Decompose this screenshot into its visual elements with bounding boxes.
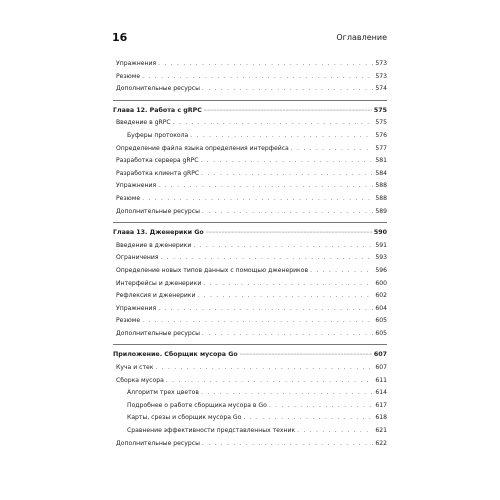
toc-entry-title: Упражнения [116, 304, 157, 312]
toc-entry-page: 600 [375, 279, 387, 287]
toc-entry[interactable] [113, 252, 387, 265]
toc-entry[interactable] [113, 278, 387, 291]
separator [113, 100, 387, 101]
toc-entry-page: 607 [375, 364, 387, 372]
leader-dots [190, 130, 373, 143]
leader-dots [158, 180, 373, 193]
toc-entry-title: Разработка сервера gRPC [116, 157, 199, 165]
toc-entry-title: Резюме [116, 194, 141, 202]
toc-entry[interactable] [113, 71, 387, 84]
leader-dots [310, 265, 373, 278]
toc-entry-title: Дополнительные ресурсы [116, 329, 200, 337]
leader-dots [201, 155, 374, 168]
toc-entry[interactable] [113, 155, 387, 168]
toc-entry[interactable] [113, 290, 387, 303]
toc-entry-page: 611 [375, 376, 387, 384]
toc-chapter-title: Глава 13. Дженерики Go [113, 229, 204, 237]
toc-entry-page: 573 [375, 60, 387, 67]
toc-entry[interactable] [113, 425, 387, 438]
toc-entry[interactable] [113, 375, 387, 388]
leader-dots [291, 143, 374, 156]
toc-entry[interactable] [113, 315, 387, 328]
leader-dots [166, 375, 374, 388]
toc-entry[interactable] [113, 193, 387, 206]
toc-entry-title: Куча и стек [116, 364, 154, 372]
toc-entry-title: Дополнительные ресурсы [116, 207, 200, 215]
toc-entry-page: 574 [375, 85, 387, 93]
leader-dots [201, 168, 373, 181]
toc-group-3 [113, 240, 387, 341]
running-head: Оглавление [336, 33, 387, 42]
toc-entry[interactable] [113, 362, 387, 375]
toc-chapter-page: 590 [373, 229, 387, 237]
toc-chapter-title: Глава 12. Работа с gRPC [113, 106, 202, 114]
toc-entry-title: Подробнее о работе сборщика мусора в Go [127, 401, 267, 409]
toc-entry-page: 591 [375, 241, 387, 249]
toc-entry-title: Карты, срезы и сборщик мусора Go [127, 414, 242, 422]
leader-dots [202, 328, 373, 341]
leader-dots [142, 71, 373, 84]
toc-entry-title: Определение новых типов данных с помощью дженериков [116, 266, 309, 274]
separator [113, 222, 387, 223]
toc-entry[interactable] [113, 412, 387, 425]
leader-dots [203, 278, 373, 291]
toc-entry-page: 605 [375, 329, 387, 337]
toc-entry[interactable] [113, 168, 387, 181]
leader-dots [297, 425, 373, 438]
toc-entry-title: Сборка мусора [116, 376, 164, 384]
toc-entry-page: 575 [375, 119, 387, 127]
leader-dots [197, 290, 373, 303]
toc-entry-title: Определение файла языка определения интерфейса [116, 144, 289, 152]
leader-dots [158, 58, 373, 71]
toc-entry[interactable] [113, 206, 387, 219]
toc-entry[interactable] [113, 83, 387, 96]
toc-entry-page: 589 [375, 207, 387, 215]
toc-entry-page: 617 [375, 401, 387, 409]
toc-entry-page: 618 [375, 414, 387, 422]
toc-entry-page: 602 [375, 292, 387, 300]
toc-entry-page: 604 [375, 304, 387, 312]
toc-entry-title: Резюме [116, 72, 141, 80]
leader-dots [269, 400, 374, 413]
toc-chapter-12[interactable] [113, 105, 387, 118]
toc-entry-title: Рефлексия и дженерики [116, 292, 196, 300]
toc-entry-title: Упражнения [116, 182, 157, 190]
toc-entry-page: 581 [375, 157, 387, 165]
toc-entry-title: Сравнение эффективности представленных техник [127, 427, 296, 435]
toc-entry-page: 588 [375, 182, 387, 190]
toc-entry-page: 614 [375, 389, 387, 397]
toc-entry[interactable] [113, 265, 387, 278]
toc-entry-page: 573 [375, 72, 387, 80]
toc-entry-page: 593 [375, 254, 387, 262]
leader-line [206, 227, 372, 240]
toc-entry-title: Дополнительные ресурсы [116, 85, 200, 93]
toc-entry[interactable] [113, 438, 387, 451]
leader-dots [161, 252, 374, 265]
toc-entry[interactable] [113, 180, 387, 193]
leader-line [204, 105, 372, 118]
leader-dots [243, 412, 373, 425]
toc-chapter-title: Приложение. Сборщик мусора Go [113, 351, 238, 359]
toc-entry-page: 605 [375, 317, 387, 325]
toc-chapter-page: 607 [373, 351, 387, 359]
leader-dots [155, 362, 373, 375]
toc-entry-page: 577 [375, 144, 387, 152]
toc-entry-page: 596 [375, 266, 387, 274]
leader-dots [193, 240, 373, 253]
separator [113, 344, 387, 345]
leader-line [240, 349, 372, 362]
leader-dots [202, 206, 373, 219]
toc-entry-title: Ограничения [116, 254, 159, 262]
page-number: 16 [112, 31, 128, 44]
toc-entry-title: Разработка клиента gRPC [116, 169, 200, 177]
toc-entry[interactable] [113, 143, 387, 156]
toc-entry[interactable] [113, 400, 387, 413]
toc-group-1 [113, 58, 387, 96]
toc-entry-title: Введение в дженерики [116, 241, 192, 249]
toc-entry-title: Резюме [116, 317, 141, 325]
leader-dots [142, 193, 373, 206]
table-of-contents [113, 58, 387, 450]
toc-entry-title: Алгоритм трех цветов [127, 389, 199, 397]
toc-entry[interactable] [113, 58, 387, 71]
toc-chapter-13[interactable] [113, 227, 387, 240]
toc-entry-title: Упражнения [116, 60, 157, 67]
toc-group-2 [113, 117, 387, 218]
toc-entry-title: Интерфейсы и дженерики [116, 279, 202, 287]
toc-entry-title: Введение в gRPC [116, 119, 171, 127]
toc-entry-page: 622 [375, 439, 387, 447]
toc-entry-page: 588 [375, 194, 387, 202]
toc-entry[interactable] [113, 303, 387, 316]
toc-entry-title: Буферы протокола [127, 131, 189, 139]
toc-entry[interactable] [113, 328, 387, 341]
toc-appendix[interactable] [113, 349, 387, 362]
toc-chapter-page: 575 [373, 106, 387, 114]
toc-entry[interactable] [113, 240, 387, 253]
toc-entry-page: 621 [375, 427, 387, 435]
toc-entry-page: 576 [375, 131, 387, 139]
leader-dots [202, 83, 373, 96]
leader-dots [158, 303, 373, 316]
leader-dots [201, 387, 373, 400]
toc-entry-page: 584 [375, 169, 387, 177]
toc-entry-title: Дополнительные ресурсы [116, 439, 200, 447]
leader-dots [202, 438, 373, 451]
toc-entry[interactable] [113, 117, 387, 130]
toc-entry[interactable] [113, 387, 387, 400]
toc-group-4 [113, 362, 387, 450]
toc-entry[interactable] [113, 130, 387, 143]
leader-dots [142, 315, 373, 328]
leader-dots [173, 117, 374, 130]
